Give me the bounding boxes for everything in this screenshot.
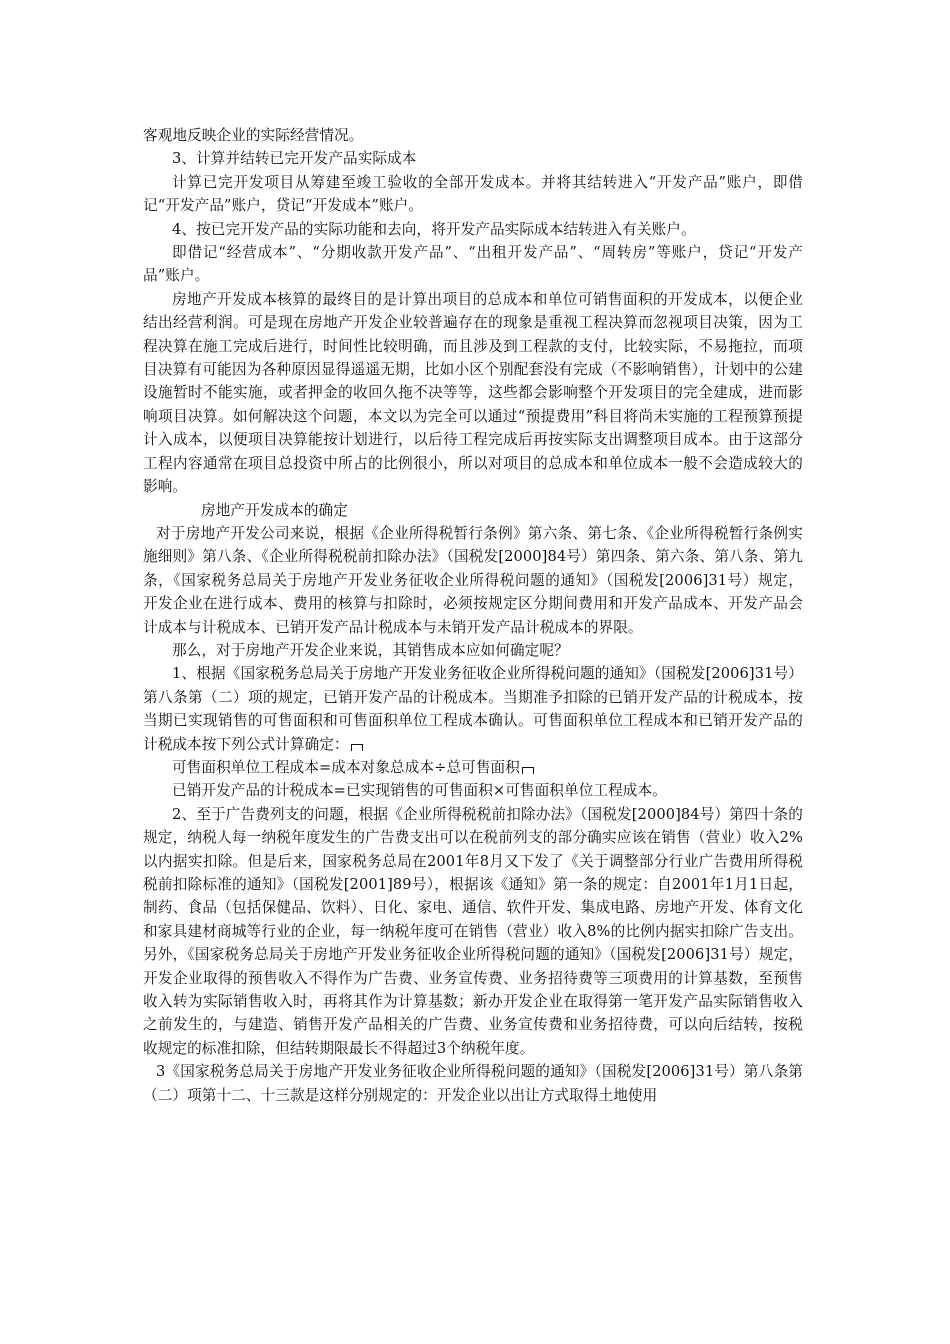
paragraph: 3《国家税务总局关于房地产开发业务征收企业所得税问题的通知》（国税发[2006]31号）第八条第（二）项第十二、十三款是这样分别规定的：开发企业以出让方式取得土地使用 [143,1063,803,1104]
section-heading-4: 4、按已完开发产品的实际功能和去向，将开发产品实际成本结转进入有关账户。 [172,220,696,238]
paragraph: 那么，对于房地产开发企业来说，其销售成本应如何确定呢？ [172,641,569,659]
formula-line-with-mark [143,756,803,779]
paragraph: 房地产开发成本核算的最终目的是计算出项目的总成本和单位可销售面积的开发成本，以便企业结出经营利润。可是现在房地产开发企业较普遍存在的现象是重视工程决算而忽视项目决策，因为工程决算在施工完成后进行，时间性比较明确，而且涉及到工程款的支付，比较实际，不易拖拉，而项目决算有可能因为各种原因显得遥遥无期，比如小区个别配套没有完成（不影响销售），计划中的公建设施暂时不能实施，或者押金的收回久拖不决等等，这些都会影响整个开发项目的完全建成，进而影响项目决算。如何解决这个问题，本文以为完全可以通过“预提费用”科目将尚未实施的工程预算预提计入成本，以便项目决算能按计划进行，以后待工程完成后再按实际支出调整项目成本。由于这部分工程内容通常在项目总投资中所占的比例很小，所以对项目的总成本和单位成本一般不会造成较大的影响。 [143,290,803,496]
paragraph-mark-icon [351,744,363,751]
formula-line: 已销开发产品的计税成本=已实现销售的可售面积×可售面积单位工程成本。 [172,782,667,800]
paragraph-text: 1、根据《国家税务总局关于房地产开发业务征收企业所得税问题的通知》（国税发[2006]31号）第八条第（二）项的规定，已销开发产品的计税成本。当期准予扣除的已销开发产品的计税成本，按当期已实现销售的可售面积和可售面积单位工程成本确认。可售面积单位工程成本和已销开发产品的计税成本按下列公式计算确定： [143,665,803,753]
section-heading-3: 3、计算并结转已完开发产品实际成本 [172,150,417,168]
paragraph: 对于房地产开发公司来说，根据《企业所得税暂行条例》第六条、第七条、《企业所得税暂行条例实施细则》第八条、《企业所得税税前扣除办法》（国税发[2000]84号）第四条、第六条、第八条、第九条，《国家税务总局关于房地产开发业务征收企业所得税问题的通知》（国税发[2006]31号）规定， 开发企业在进行成本、费用的核算与扣除时，必须按规定区分期间费用和开发产品成本、开发产品会计成本与计税成本、已销开发产品计税成本与未销开发产品计税成本的界限。 [143,524,803,636]
paragraph-mark-icon [522,767,534,774]
paragraph-continuation: 客观地反映企业的实际经营情况。 [143,127,364,144]
formula-text: 可售面积单位工程成本=成本对象总成本÷总可售面积 [172,758,520,776]
paragraph: 即借记“经营成本”、“分期收款开发产品”、“出租开发产品”、“周转房”等账户，贷记“开发产品”账户。 [143,244,803,285]
paragraph: 计算已完开发项目从筹建至竣工验收的全部开发成本。并将其结转进入“开发产品”账户，即借记“开发产品”账户，贷记“开发成本”账户。 [143,173,803,215]
paragraph: 2、至于广告费列支的问题，根据《企业所得税税前扣除办法》（国税发[2000]84号）第四十条的规定，纳税人每一纳税年度发生的广告费支出可以在税前列支的部分确实应该在销售（营业）收入2%以内据实扣除。但是后来，国家税务总局在2001年8月又下发了《关于调整部分行业广告费用所得税税前扣除标准的通知》（国税发[2001]89号），根据该《通知》第一条的规定：自2001年1月1日起，制药、食品（包括保健品、饮料）、日化、家电、通信、软件开发、集成电路、房地产开发、体育文化和家具建材商城等行业的企业，每一纳税年度可在销售（营业）收入8%的比例内据实扣除广告支出。另外，《国家税务总局关于房地产开发业务征收企业所得税问题的通知》（国税发[2006]31号）规定，开发企业取得的预售收入不得作为广告费、业务宣传费、业务招待费等三项费用的计算基数，至预售收入转为实际销售收入时，再将其作为计算基数；新办开发企业在取得第一笔开发产品实际销售收入之前发生的，与建造、销售开发产品相关的广告费、业务宣传费和业务招待费，可以向后结转，按税收规定的标准扣除，但结转期限最长不得超过3个纳税年度。 [143,805,803,1057]
document-body [143,124,803,1107]
section-heading: 房地产开发成本的确定 [201,501,348,519]
paragraph-with-mark [143,662,803,756]
